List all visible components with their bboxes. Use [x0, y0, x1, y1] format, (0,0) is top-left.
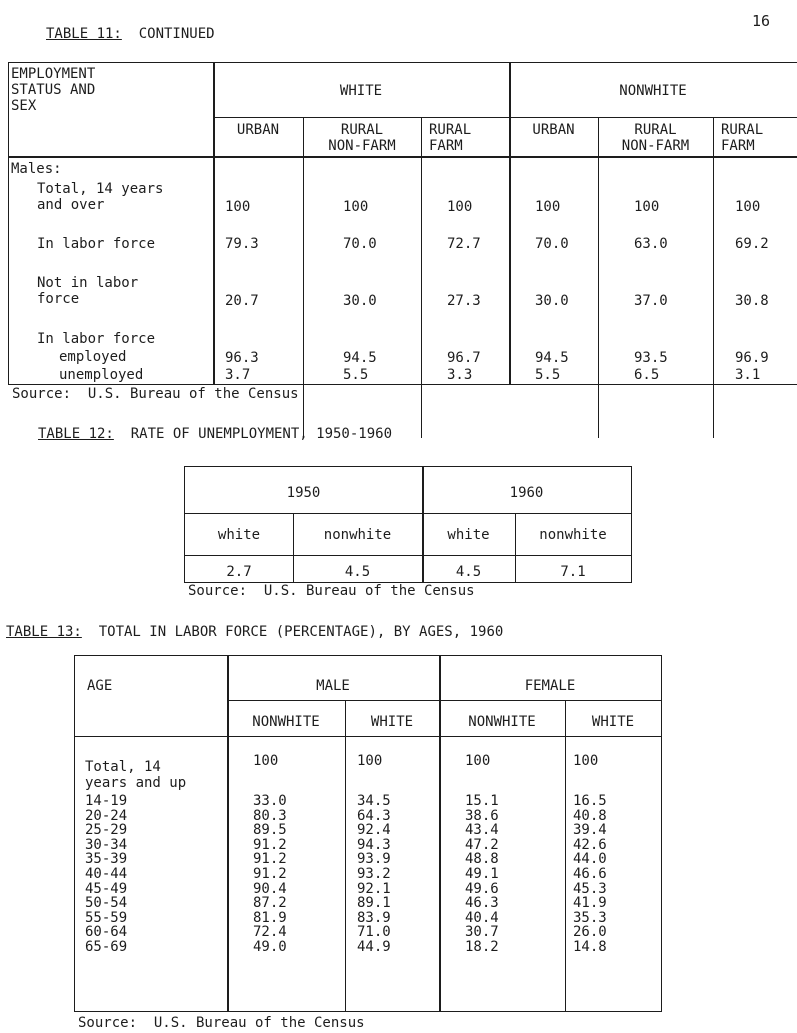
table-cell: 72.7	[447, 236, 481, 252]
table-cell: 64.3	[357, 807, 391, 824]
table-cell: 93.2	[357, 866, 391, 882]
row-label: unemployed	[59, 367, 144, 383]
group-header-female: FEMALE	[524, 678, 576, 694]
table-cell: 3.7	[225, 367, 251, 383]
group-header-white: WHITE	[339, 83, 383, 99]
row-label-line: Total, 14 years	[37, 181, 164, 197]
col-header-line: RURAL	[634, 122, 677, 138]
col-header: white	[447, 527, 490, 543]
age-label: 30-34	[85, 836, 128, 853]
group-header-male: MALE	[316, 678, 350, 694]
table-12-title: RATE OF UNEMPLOYMENT, 1950-1960	[130, 426, 393, 442]
table-cell: 100	[535, 199, 561, 215]
table-11-source: Source: U.S. Bureau of the Census	[12, 386, 299, 402]
table-cell: 92.4	[357, 822, 391, 839]
age-header: AGE	[87, 678, 113, 694]
table-13-title: TOTAL IN LABOR FORCE (PERCENTAGE), BY AGES, 1960	[98, 624, 504, 640]
table-cell: 100	[634, 199, 660, 215]
table-11-caption	[46, 26, 215, 42]
table-cell: 91.2	[253, 836, 287, 853]
col-header	[598, 122, 713, 154]
table-cell: 49.0	[253, 939, 287, 955]
table-cell: 18.2	[465, 939, 499, 955]
table-12-caption	[38, 426, 392, 442]
col-header: NONWHITE	[252, 714, 320, 730]
row-label: employed	[59, 349, 127, 365]
col-header: WHITE	[370, 714, 414, 730]
col-header-line: NON-FARM	[328, 138, 396, 154]
table-cell: 96.7	[447, 350, 481, 366]
col-header	[213, 122, 303, 138]
table-11-stub-header	[11, 66, 95, 114]
table-cell: 100	[735, 199, 761, 215]
table-cell: 100	[225, 199, 251, 215]
table-cell: 81.9	[253, 909, 287, 926]
col-header	[429, 122, 509, 154]
table-cell: 83.9	[357, 909, 391, 926]
page-number: 16	[752, 12, 771, 30]
col-header-line: URBAN	[236, 122, 280, 138]
table-cell: 49.6	[465, 880, 499, 897]
table-cell: 48.8	[465, 851, 499, 868]
table-cell: 43.4	[465, 822, 499, 839]
age-label: 20-24	[85, 807, 128, 824]
age-label: 45-49	[85, 880, 128, 897]
col-header	[721, 122, 797, 154]
col-header-line: FARM	[429, 138, 463, 154]
table-cell: 3.1	[735, 367, 761, 383]
table-cell: 100	[447, 199, 473, 215]
table-cell: 16.5	[573, 793, 607, 809]
row-label-line: force	[37, 291, 80, 307]
males-label: Males:	[11, 161, 62, 177]
table-cell: 47.2	[465, 836, 499, 853]
row-label	[37, 236, 155, 252]
table-cell: 93.9	[357, 851, 391, 868]
table-cell: 100	[357, 753, 383, 769]
table-cell: 89.1	[357, 895, 391, 912]
table-cell: 87.2	[253, 895, 287, 912]
table-cell: 63.0	[634, 236, 668, 252]
col-header: nonwhite	[539, 527, 607, 543]
col-header-line: FARM	[721, 138, 755, 154]
table-cell: 37.0	[634, 293, 668, 309]
table-cell: 38.6	[465, 807, 499, 824]
table-cell: 49.1	[465, 866, 499, 882]
table-cell: 94.3	[357, 836, 391, 853]
age-label: 25-29	[85, 822, 128, 839]
table-12-source: Source: U.S. Bureau of the Census	[188, 583, 475, 599]
stub-line: SEX	[11, 98, 37, 114]
table-cell: 2.7	[226, 564, 252, 580]
total-row-label	[85, 759, 186, 791]
row-label-line: Not in labor	[37, 275, 139, 291]
row-label	[37, 275, 138, 307]
row-label-line: and over	[37, 197, 105, 213]
table-cell: 94.5	[535, 350, 569, 366]
table-13-caption	[6, 624, 503, 640]
table-cell: 44.0	[573, 851, 607, 868]
table-cell: 91.2	[253, 851, 287, 868]
row-label: In labor force	[37, 331, 156, 347]
age-label: 40-44	[85, 866, 128, 882]
table-cell: 96.3	[225, 350, 259, 366]
table-cell: 6.5	[634, 367, 660, 383]
age-label: 14-19	[85, 793, 128, 809]
table-cell: 92.1	[357, 880, 391, 897]
table-cell: 7.1	[560, 564, 586, 580]
col-header-line: NON-FARM	[621, 138, 690, 154]
table-cell: 35.3	[573, 909, 607, 926]
table-cell: 3.3	[447, 367, 473, 383]
table-cell: 90.4	[253, 880, 287, 897]
table-cell: 69.2	[735, 236, 769, 252]
col-header: white	[217, 527, 261, 543]
table-cell: 45.3	[573, 880, 607, 897]
row-label-line: In labor force	[37, 236, 156, 252]
table-cell: 91.2	[253, 866, 287, 882]
table-cell: 33.0	[253, 793, 287, 809]
table-cell: 41.9	[573, 895, 607, 912]
table-cell: 89.5	[253, 822, 287, 839]
table-cell: 70.0	[535, 236, 569, 252]
col-header	[509, 122, 598, 138]
table-cell: 30.0	[343, 293, 377, 309]
table-cell: 39.4	[573, 822, 607, 839]
age-label: 55-59	[85, 909, 128, 926]
table-cell: 30.0	[535, 293, 569, 309]
table-cell: 34.5	[357, 793, 391, 809]
table-cell: 44.9	[357, 939, 391, 955]
table-cell: 40.4	[465, 909, 499, 926]
col-header-line: URBAN	[532, 122, 575, 138]
table-13-label: TABLE 13:	[6, 624, 82, 640]
table-cell: 79.3	[225, 236, 259, 252]
table-cell: 70.0	[343, 236, 377, 252]
table-cell: 93.5	[634, 350, 668, 366]
table-cell: 5.5	[535, 367, 561, 383]
total-label-line: Total, 14	[85, 759, 161, 775]
age-label: 35-39	[85, 851, 128, 868]
table-cell: 100	[465, 753, 491, 769]
table-12-label: TABLE 12:	[38, 426, 114, 442]
table-cell: 96.9	[735, 350, 769, 366]
table-cell: 42.6	[573, 836, 607, 853]
table-13	[74, 655, 662, 1012]
table-cell: 15.1	[465, 793, 499, 809]
table-cell: 94.5	[343, 350, 377, 366]
group-header-nonwhite: NONWHITE	[619, 83, 687, 99]
total-label-line: years and up	[85, 775, 187, 791]
table-cell: 4.5	[344, 564, 371, 580]
table-cell: 71.0	[357, 924, 391, 941]
table-cell: 46.3	[465, 895, 499, 912]
stub-line: STATUS AND	[11, 82, 96, 98]
table-13-source: Source: U.S. Bureau of the Census	[78, 1015, 365, 1031]
table-11-label: TABLE 11:	[46, 26, 122, 42]
table-cell: 46.6	[573, 866, 607, 882]
table-cell: 5.5	[343, 367, 369, 383]
col-header: WHITE	[591, 714, 635, 730]
col-header	[303, 122, 421, 154]
table-11	[8, 62, 797, 385]
table-cell: 30.7	[465, 924, 499, 941]
table-cell: 4.5	[455, 564, 482, 580]
row-label	[37, 181, 163, 213]
col-header: nonwhite	[323, 527, 392, 543]
table-cell: 27.3	[447, 293, 481, 309]
table-cell: 72.4	[253, 924, 287, 941]
col-header-line: RURAL	[429, 122, 472, 138]
table-cell: 100	[343, 199, 369, 215]
table-cell: 14.8	[573, 939, 607, 955]
col-header: NONWHITE	[468, 714, 536, 730]
stub-line: EMPLOYMENT	[11, 66, 96, 82]
table-cell: 20.7	[225, 293, 259, 309]
age-label: 65-69	[85, 939, 128, 955]
col-header-line: RURAL	[340, 122, 384, 138]
year-header: 1960	[509, 485, 544, 501]
table-cell: 26.0	[573, 924, 607, 941]
age-label: 60-64	[85, 924, 128, 941]
table-cell: 80.3	[253, 807, 287, 824]
table-cell: 30.8	[735, 293, 769, 309]
table-cell: 100	[573, 753, 599, 769]
year-header: 1950	[286, 485, 321, 501]
table-cell: 100	[253, 753, 279, 769]
col-header-line: RURAL	[721, 122, 764, 138]
table-12	[184, 466, 632, 583]
table-cell: 40.8	[573, 807, 607, 824]
table-11-title: CONTINUED	[138, 26, 215, 42]
age-label: 50-54	[85, 895, 128, 912]
